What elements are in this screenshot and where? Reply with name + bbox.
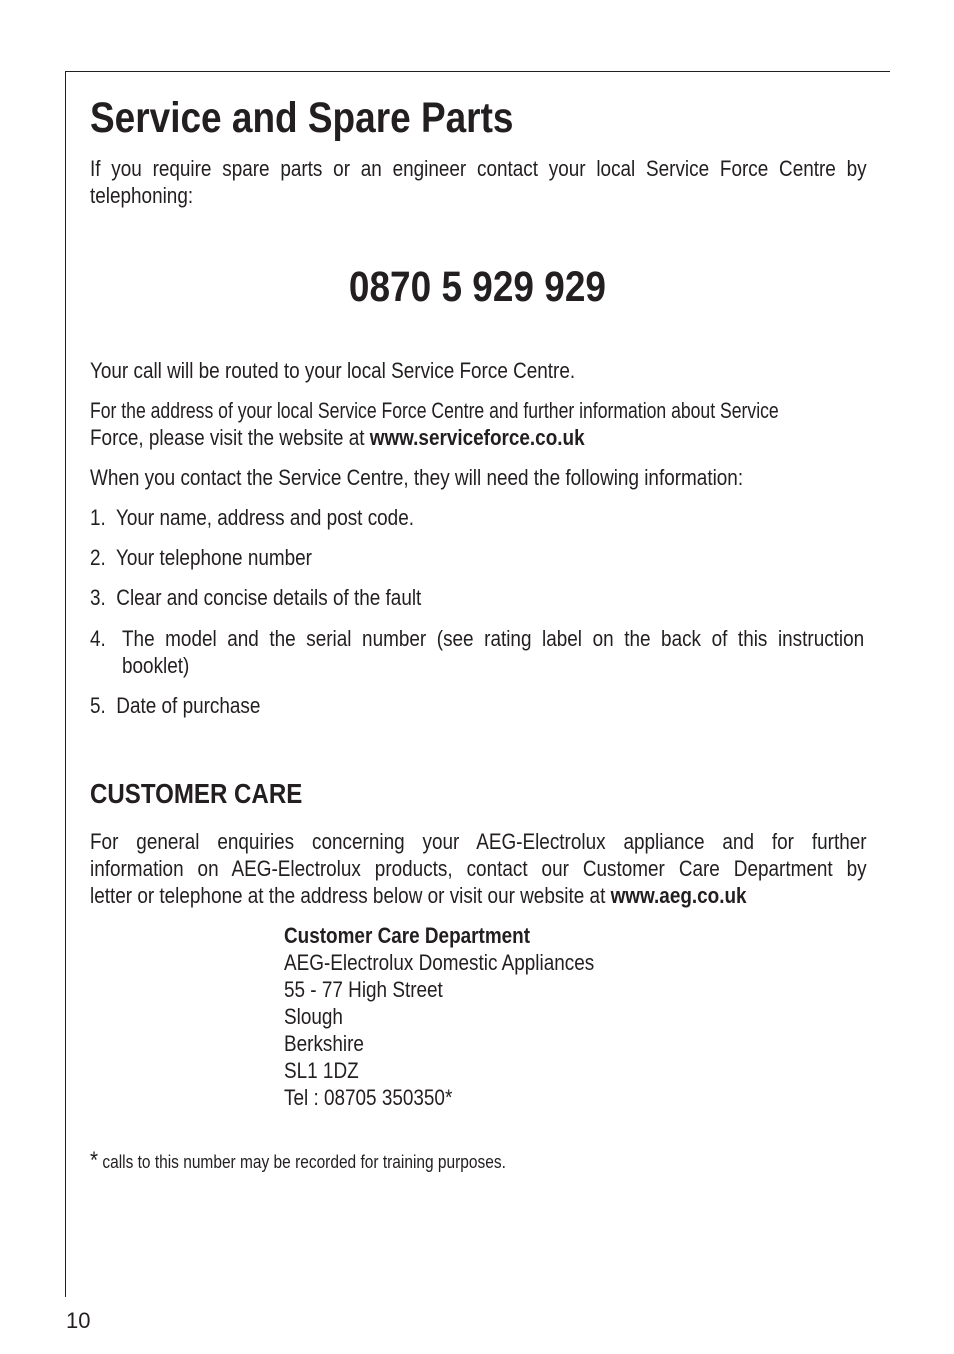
address-line-2: Force, please visit the website at www.serviceforce.co.uk — [90, 425, 585, 450]
address-postcode: SL1 1DZ — [284, 1058, 359, 1083]
customer-care-paragraph — [90, 828, 954, 909]
intro-paragraph — [90, 155, 954, 209]
care-line-2: information on AEG-Electrolux products, contact our Customer Care Department by — [90, 856, 867, 881]
address-telephone: Tel : 08705 350350* — [284, 1085, 453, 1110]
list-item: 2. Your telephone number — [90, 545, 312, 570]
service-phone-number: 0870 5 929 929 — [348, 263, 606, 311]
contact-info-text: When you contact the Service Centre, they will need the following information: — [90, 465, 744, 490]
list-item: 5. Date of purchase — [90, 693, 261, 718]
routed-text: Your call will be routed to your local Service Force Centre. — [90, 358, 576, 383]
address-line-1: For the address of your local Service Force Centre and further information about Service — [90, 398, 779, 423]
intro-line-2: telephoning: — [90, 183, 194, 208]
address-department: Customer Care Department — [284, 923, 531, 948]
footnote-text: calls to this number may be recorded for training purposes. — [102, 1152, 506, 1172]
page-title: Service and Spare Parts — [90, 94, 514, 142]
serviceforce-link[interactable]: www.serviceforce.co.uk — [369, 425, 585, 450]
address-town: Slough — [284, 1004, 343, 1029]
list-item: 1. Your name, address and post code. — [90, 505, 414, 530]
intro-line-1: If you require spare parts or an engineer contact your local Service Force Centre by — [90, 156, 867, 181]
address-paragraph — [90, 397, 951, 451]
footnote — [90, 1147, 506, 1174]
list-item: 3. Clear and concise details of the fault — [90, 585, 422, 610]
customer-care-address — [284, 922, 645, 1111]
page-number: 10 — [66, 1308, 91, 1333]
care-line-3: letter or telephone at the address below or visit our website at www.aeg.co.uk — [90, 883, 747, 908]
address-street: 55 - 77 High Street — [284, 977, 443, 1002]
address-company: AEG-Electrolux Domestic Appliances — [284, 950, 595, 975]
footnote-mark: * — [90, 1147, 99, 1174]
aeg-website-link[interactable]: www.aeg.co.uk — [610, 883, 747, 908]
customer-care-heading: CUSTOMER CARE — [90, 778, 303, 809]
frame-left-rule — [65, 71, 66, 1297]
address-county: Berkshire — [284, 1031, 364, 1056]
care-line-1: For general enquiries concerning your AEG-Electrolux appliance and for further — [90, 829, 867, 854]
frame-top-rule — [65, 71, 890, 72]
